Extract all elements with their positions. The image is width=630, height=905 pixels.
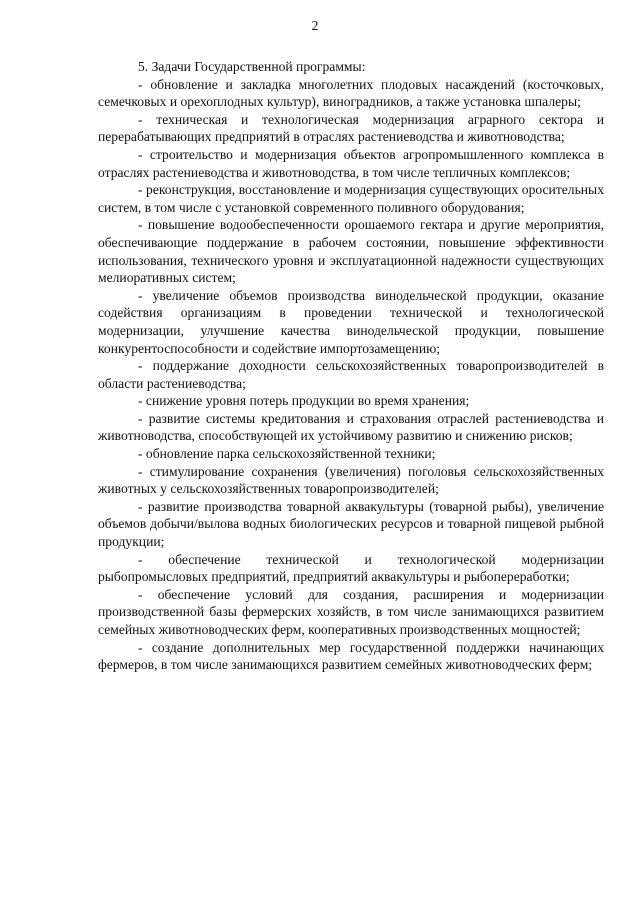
page-number: 2 [311,18,319,33]
list-item: - строительство и модернизация объектов агропромышленного комплекса в отраслях растениеводства и животноводства, в том числе тепличных комплексов; [98,146,604,180]
list-item: - развитие производства товарной аквакультуры (товарной рыбы), увеличение объемов добычи/вылова водных биологических ресурсов и товарной пищевой рыбной продукции; [98,498,604,550]
list-item: - создание дополнительных мер государственной поддержки начинающих фермеров, в том числе занимающихся развитием семейных животноводческих ферм; [98,639,604,673]
section-heading: 5. Задачи Государственной программы: [138,59,366,74]
list-item: - техническая и технологическая модернизация аграрного сектора и перерабатывающих предприятий в отраслях растениеводства и животноводства; [98,111,604,145]
list-item: - стимулирование сохранения (увеличения) поголовья сельскохозяйственных животных у сельскохозяйственных товаропроизводителей; [98,463,604,497]
list-item: - обновление парка сельскохозяйственной техники; [138,446,436,462]
list-item: - повышение водообеспеченности орошаемого гектара и другие мероприятия, обеспечивающие поддержание в рабочем состоянии, повышение эффективности использования, технического уровня и эксплуатационной надежности существующих мелиоративных систем; [98,217,604,286]
document-body [98,58,604,674]
list-item: - обеспечение технической и технологической модернизации рыбопромысловых предприятий, предприятий аквакультуры и рыбопереработки; [98,551,604,585]
list-item: - развитие системы кредитования и страхования отраслей растениеводства и животноводства, способствующей их устойчивому развитию и снижению рисков; [98,410,604,444]
list-item: - обновление и закладка многолетних плодовых насаждений (косточковых, семечковых и орехоплодных культур), виноградников, а также установка шпалеры; [98,76,604,110]
list-item: - снижение уровня потерь продукции во время хранения; [138,393,470,409]
list-item: - увеличение объемов производства винодельческой продукции, оказание содействия организациям в проведении технической и технологической модернизации, улучшение качества винодельческой продукции, повышение конкурентоспособности и содействие импортозамещению; [98,287,604,356]
list-item: - поддержание доходности сельскохозяйственных товаропроизводителей в области растениеводства; [98,358,604,391]
list-item: - реконструкция, восстановление и модернизация существующих оросительных систем, в том числе с установкой современного поливного оборудования; [98,182,604,215]
list-item: - обеспечение условий для создания, расширения и модернизации производственной базы фермерских хозяйств, в том числе занимающихся развитием семейных животноводческих ферм, кооперативных производственных мощностей; [98,586,604,637]
